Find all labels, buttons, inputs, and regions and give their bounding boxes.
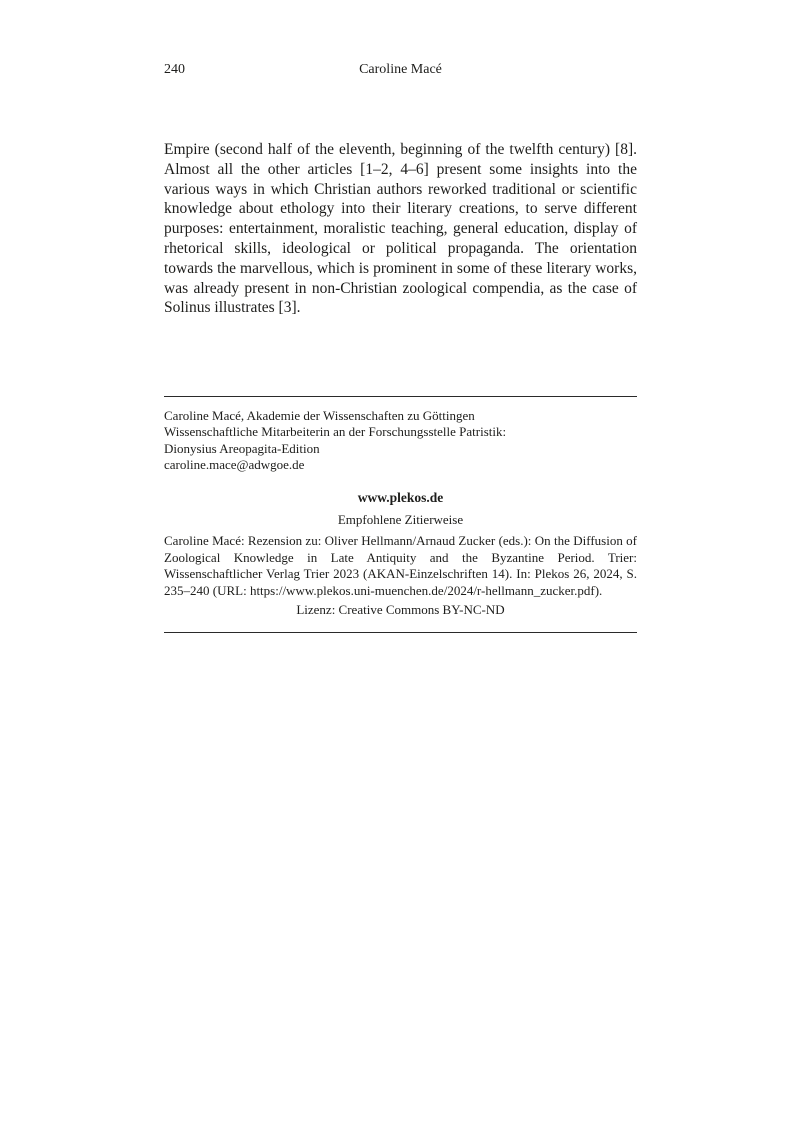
running-header — [164, 62, 637, 82]
affiliation-line-role: Wissenschaftliche Mitarbeiterin an der Forschungsstelle Patristik: — [164, 424, 507, 440]
license-line: Lizenz: Creative Commons BY-NC-ND — [296, 602, 505, 617]
journal-website: www.plekos.de — [357, 490, 444, 505]
divider-top — [164, 396, 637, 397]
affiliation-block — [164, 408, 637, 473]
author-email: caroline.mace@adwgoe.de — [164, 456, 305, 472]
citation-heading: Empfohlene Zitierweise — [337, 512, 464, 527]
body-paragraph: Empire (second half of the eleventh, beginning of the twelfth century) [8]. Almost all the other articles [1–2, 4–6] present some insights into the various ways in which Christian authors reworked traditional or scientific knowledge about ethology into their literary creations, to serve different purposes: entertainment, moralistic teaching, general education, display of rhetorical skills, ideological or political propaganda. The orientation towards the marvellous, which is prominent in some of these literary works, was already present in non-Christian zoological compendia, as the case of Solinus illustrates [3]. — [164, 141, 637, 317]
affiliation-line-institution: Caroline Macé, Akademie der Wissenschaften zu Göttingen — [164, 408, 475, 423]
affiliation-line-project: Dionysius Areopagita-Edition — [164, 440, 320, 456]
page-number: 240 — [164, 62, 185, 77]
divider-bottom — [164, 632, 637, 633]
running-title: Caroline Macé — [359, 62, 442, 77]
citation-text: Caroline Macé: Rezension zu: Oliver Hellmann/Arnaud Zucker (eds.): On the Diffusion of Zoological Knowledge in Late Antiquity and the Byzantine Period. Trier: Wissenschaftlicher Verlag Trier 2023 (AKAN-Einzelschriften 14). In: Plekos 26, 2024, S. 235–240 (URL: https://www.plekos.uni-muenchen.de/2024/r-hellmann_zucker.pdf). — [164, 533, 637, 598]
